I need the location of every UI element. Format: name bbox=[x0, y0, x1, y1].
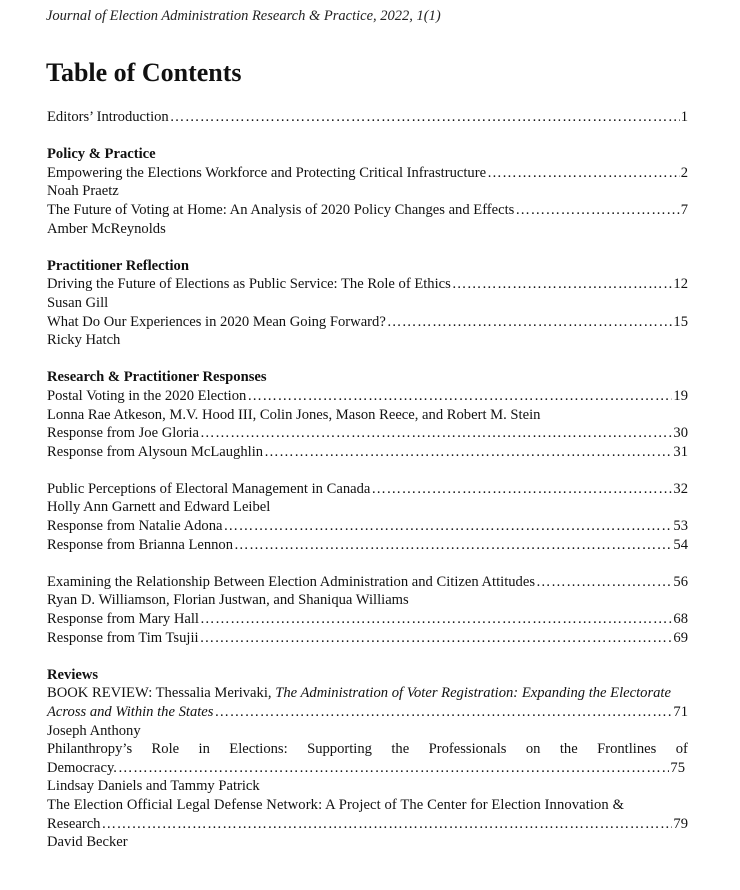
dot-leader bbox=[200, 424, 672, 443]
entry-page: 68 bbox=[673, 611, 688, 628]
section-heading-research: Research & Practitioner Responses bbox=[47, 369, 267, 386]
entry-author: Ricky Hatch bbox=[47, 332, 121, 349]
word: on bbox=[525, 741, 541, 758]
entry-title: Across and Within the States bbox=[47, 704, 214, 720]
toc-response-entry[interactable] bbox=[47, 536, 688, 555]
word: of bbox=[675, 741, 688, 758]
dot-leader bbox=[224, 517, 673, 536]
entry-title: Examining the Relationship Between Election Administration and Citizen Attitudes bbox=[47, 573, 535, 590]
entry-page: 53 bbox=[673, 518, 688, 535]
entry-page: 19 bbox=[673, 387, 688, 404]
entry-title: Empowering the Elections Workforce and Protecting Critical Infrastructure bbox=[47, 164, 487, 181]
entry-author: Holly Ann Garnett and Edward Leibel bbox=[47, 499, 271, 516]
philanthropy-title-line-1[interactable] bbox=[47, 740, 688, 759]
dot-leader bbox=[118, 759, 669, 778]
entry-title: Response from Joe Gloria bbox=[47, 425, 199, 442]
entry-author: Lonna Rae Atkeson, M.V. Hood III, Colin Jones, Mason Reece, and Robert M. Stein bbox=[47, 406, 541, 423]
entry-page: 7 bbox=[680, 201, 688, 218]
word: Role bbox=[151, 741, 180, 758]
entry-title: Response from Alysoun McLaughlin bbox=[47, 443, 264, 460]
entry-title: Response from Mary Hall bbox=[47, 611, 199, 628]
toc-entry[interactable] bbox=[47, 815, 688, 834]
word: Professionals bbox=[428, 741, 507, 758]
section-heading-reflection: Practitioner Reflection bbox=[47, 257, 189, 274]
toc-entry[interactable] bbox=[47, 164, 688, 183]
entry-title: Democracy. bbox=[47, 759, 117, 776]
toc-entry[interactable] bbox=[47, 573, 688, 592]
entry-author: Lindsay Daniels and Tammy Patrick bbox=[47, 778, 260, 795]
dot-leader bbox=[200, 629, 673, 648]
book-review-prefix: BOOK REVIEW: Thessalia Merivaki, bbox=[47, 685, 272, 702]
word: Frontlines bbox=[597, 741, 657, 758]
table-of-contents bbox=[47, 108, 688, 852]
dot-leader bbox=[101, 815, 672, 834]
dot-leader bbox=[264, 443, 672, 462]
section-heading-policy: Policy & Practice bbox=[47, 146, 156, 163]
dot-leader bbox=[170, 108, 680, 127]
toc-response-entry[interactable] bbox=[47, 610, 688, 629]
entry-title: What Do Our Experiences in 2020 Mean Going Forward? bbox=[47, 313, 386, 330]
toc-entry[interactable] bbox=[47, 387, 688, 406]
book-title: The Administration of Voter Registration: Expanding the Electorate bbox=[275, 685, 671, 702]
toc-entry[interactable] bbox=[47, 480, 688, 499]
toc-entry[interactable] bbox=[47, 313, 688, 332]
word: in bbox=[198, 741, 210, 758]
toc-entry[interactable] bbox=[47, 703, 688, 722]
spacer bbox=[47, 554, 688, 573]
defense-title-line-1[interactable]: The Election Official Legal Defense Network: A Project of The Center for Election Innovation & bbox=[47, 796, 625, 813]
word: Supporting bbox=[307, 741, 372, 758]
entry-page: 32 bbox=[673, 480, 688, 497]
entry-page: 1 bbox=[680, 109, 688, 125]
dot-leader bbox=[200, 610, 672, 629]
dot-leader bbox=[371, 480, 672, 499]
page-title: Table of Contents bbox=[46, 58, 242, 87]
entry-author: Ryan D. Williamson, Florian Justwan, and Shaniqua Williams bbox=[47, 592, 409, 609]
entry-title: Response from Natalie Adona bbox=[47, 518, 223, 535]
entry-title: Response from Brianna Lennon bbox=[47, 536, 234, 553]
entry-title: Postal Voting in the 2020 Election bbox=[47, 387, 247, 404]
dot-leader bbox=[247, 387, 672, 406]
dot-leader bbox=[536, 573, 672, 592]
toc-response-entry[interactable] bbox=[47, 629, 688, 648]
entry-title: Research bbox=[47, 815, 101, 832]
dot-leader bbox=[214, 703, 672, 722]
word: Philanthropy’s bbox=[47, 741, 133, 758]
entry-page: 54 bbox=[673, 536, 688, 553]
dot-leader bbox=[515, 201, 679, 220]
entry-page: 71 bbox=[673, 704, 688, 720]
dot-leader bbox=[387, 313, 673, 332]
entry-title: The Future of Voting at Home: An Analysis of 2020 Policy Changes and Effects bbox=[47, 201, 515, 218]
entry-title: Public Perceptions of Electoral Management in Canada bbox=[47, 480, 371, 497]
entry-author: Susan Gill bbox=[47, 294, 109, 311]
entry-page: 2 bbox=[680, 164, 688, 181]
entry-page: 12 bbox=[673, 276, 688, 293]
entry-page: 79 bbox=[673, 815, 688, 832]
entry-page: 69 bbox=[673, 629, 688, 646]
entry-title: Editors’ Introduction bbox=[47, 109, 169, 125]
entry-page: 75 bbox=[670, 759, 685, 776]
dot-leader bbox=[452, 275, 673, 294]
word: the bbox=[559, 741, 578, 758]
toc-response-entry[interactable] bbox=[47, 443, 688, 462]
entry-title: Response from Tim Tsujii bbox=[47, 629, 199, 646]
dot-leader bbox=[234, 536, 672, 555]
entry-author: Noah Praetz bbox=[47, 183, 119, 200]
book-review-line-1[interactable] bbox=[47, 684, 688, 703]
toc-entry[interactable] bbox=[47, 275, 688, 294]
dot-leader bbox=[487, 164, 680, 183]
word: the bbox=[391, 741, 410, 758]
entry-author: Amber McReynolds bbox=[47, 220, 166, 237]
toc-response-entry[interactable] bbox=[47, 424, 688, 443]
entry-page: 30 bbox=[673, 425, 688, 442]
entry-title: Driving the Future of Elections as Public Service: The Role of Ethics bbox=[47, 276, 451, 293]
entry-author: David Becker bbox=[47, 834, 128, 851]
journal-header: Journal of Election Administration Research & Practice, 2022, 1(1) bbox=[46, 8, 441, 24]
entry-page: 15 bbox=[673, 313, 688, 330]
toc-entry-editors-introduction[interactable] bbox=[47, 108, 688, 127]
entry-page: 31 bbox=[673, 443, 688, 460]
toc-response-entry[interactable] bbox=[47, 517, 688, 536]
toc-entry[interactable] bbox=[47, 201, 688, 220]
entry-page: 56 bbox=[673, 573, 688, 590]
section-heading-reviews: Reviews bbox=[47, 666, 99, 683]
spacer bbox=[47, 461, 688, 480]
toc-entry[interactable] bbox=[47, 759, 685, 778]
word: Elections: bbox=[229, 741, 288, 758]
entry-author: Joseph Anthony bbox=[47, 722, 141, 739]
